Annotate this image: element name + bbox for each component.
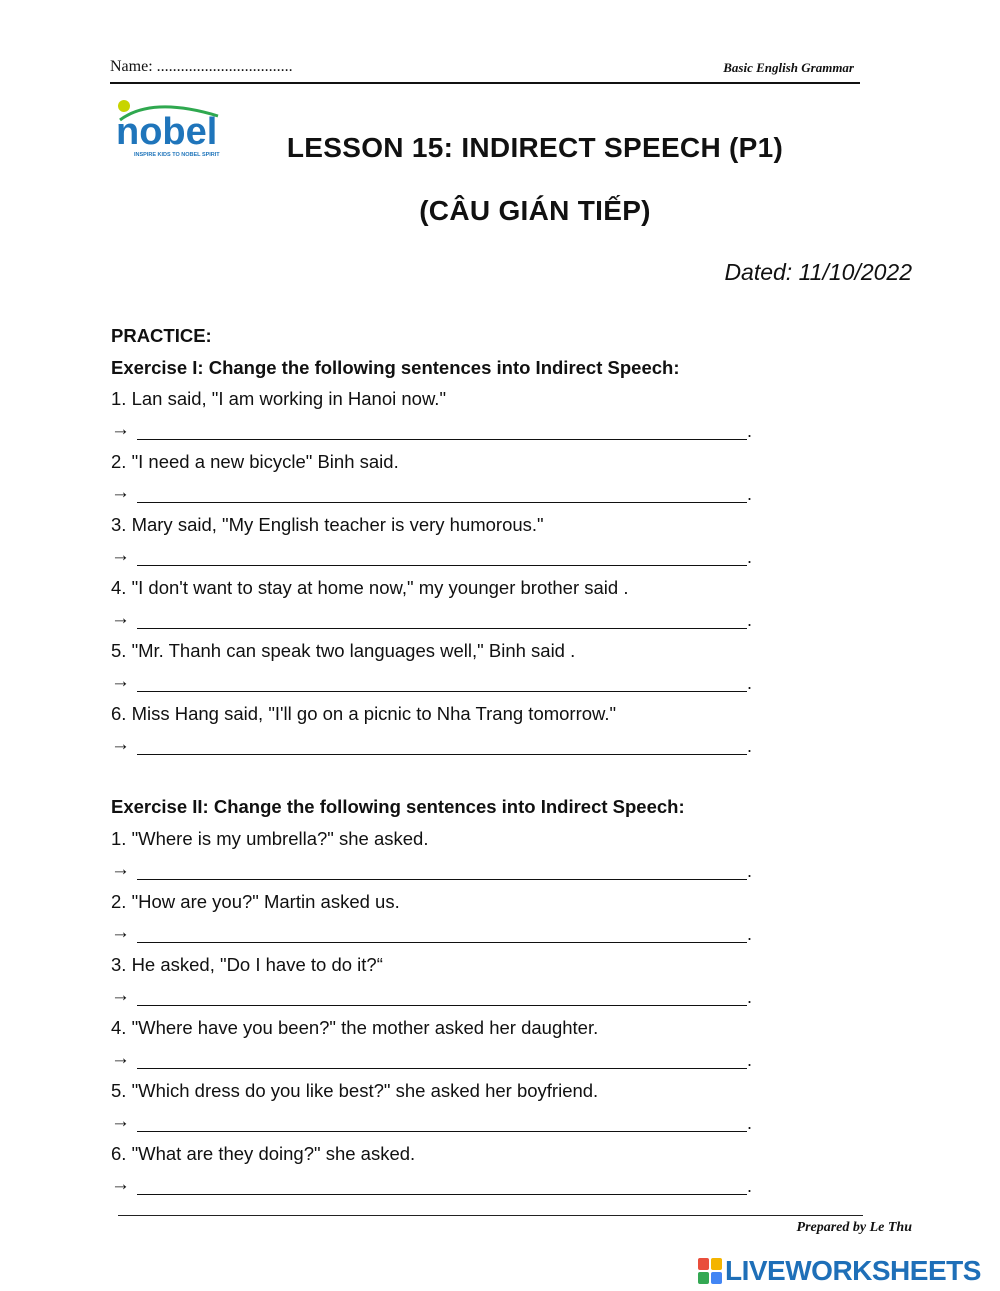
liveworksheets-icon	[698, 1258, 722, 1284]
answer-blank[interactable]	[137, 983, 747, 1006]
answer-blank[interactable]	[137, 606, 747, 629]
answer-row: → .	[111, 858, 753, 881]
answer-row: → .	[111, 984, 753, 1007]
question: 6. Miss Hang said, "I'll go on a picnic to Nha Trang tomorrow."	[111, 703, 617, 724]
logo-tagline: INSPIRE KIDS TO NOBEL SPIRIT	[134, 152, 220, 158]
arrow-icon: →	[111, 1110, 130, 1132]
name-field-label: Name: ..................................	[110, 58, 293, 75]
lesson-subtitle: (CÂU GIÁN TIẾP)	[419, 195, 651, 226]
prepared-by: Prepared by Le Thu	[796, 1220, 912, 1235]
answer-row: → .	[111, 608, 753, 630]
arrow-icon: →	[111, 1047, 130, 1069]
worksheet-body	[111, 320, 811, 1201]
exercise-2-heading: Exercise II: Change the following sentences into Indirect Speech:	[111, 796, 685, 817]
answer-blank[interactable]	[137, 732, 747, 755]
logo-wordmark: nobel	[116, 111, 218, 153]
answer-row: → .	[111, 545, 753, 567]
arrow-icon: →	[111, 921, 130, 943]
course-title: Basic English Grammar	[723, 60, 854, 75]
answer-blank[interactable]	[137, 1172, 747, 1195]
page-header	[110, 56, 860, 84]
answer-blank[interactable]	[137, 1046, 747, 1069]
arrow-icon: →	[111, 858, 130, 880]
question: 4. "Where have you been?" the mother asked her daughter.	[111, 1016, 599, 1038]
answer-blank[interactable]	[137, 480, 747, 503]
liveworksheets-watermark	[698, 1254, 981, 1288]
answer-blank[interactable]	[137, 920, 747, 943]
question: 1. Lan said, "I am working in Hanoi now."	[111, 388, 447, 409]
answer-row: → .	[111, 1173, 753, 1196]
answer-blank[interactable]	[137, 669, 747, 692]
arrow-icon: →	[111, 419, 130, 440]
arrow-icon: →	[111, 734, 130, 755]
arrow-icon: →	[111, 608, 130, 629]
answer-row: → .	[111, 921, 753, 944]
question: 3. He asked, "Do I have to do it?“	[111, 953, 383, 975]
practice-label: PRACTICE:	[111, 325, 212, 346]
question: 3. Mary said, "My English teacher is very humorous."	[111, 514, 544, 535]
arrow-icon: →	[111, 545, 130, 566]
arrow-icon: →	[111, 1173, 130, 1195]
lesson-title: LESSON 15: INDIRECT SPEECH (P1)	[286, 132, 784, 163]
lesson-date: Dated: 11/10/2022	[724, 259, 912, 285]
answer-row: → .	[111, 1047, 753, 1070]
answer-blank[interactable]	[137, 417, 747, 440]
answer-row: → .	[111, 734, 753, 756]
watermark-text: LIVEWORKSHEETS	[725, 1255, 981, 1286]
arrow-icon: →	[111, 671, 130, 692]
answer-row: → .	[111, 482, 753, 504]
question: 1. "Where is my umbrella?" she asked.	[111, 827, 429, 849]
question: 6. "What are they doing?" she asked.	[111, 1142, 416, 1164]
answer-row: → .	[111, 1110, 753, 1133]
question: 5. "Which dress do you like best?" she asked her boyfriend.	[111, 1079, 599, 1101]
footer-divider	[118, 1215, 863, 1216]
arrow-icon: →	[111, 984, 130, 1006]
answer-blank[interactable]	[137, 857, 747, 880]
exercise-1-heading: Exercise I: Change the following sentences into Indirect Speech:	[111, 356, 680, 378]
question: 2. "How are you?" Martin asked us.	[111, 890, 400, 912]
question: 4. "I don't want to stay at home now," my younger brother said .	[111, 577, 629, 598]
answer-row: → .	[111, 419, 753, 441]
answer-row: → .	[111, 671, 753, 693]
question: 2. "I need a new bicycle" Binh said.	[111, 451, 399, 472]
question: 5. "Mr. Thanh can speak two languages well," Binh said .	[111, 640, 576, 661]
answer-blank[interactable]	[137, 1109, 747, 1132]
arrow-icon: →	[111, 482, 130, 503]
answer-blank[interactable]	[137, 543, 747, 566]
